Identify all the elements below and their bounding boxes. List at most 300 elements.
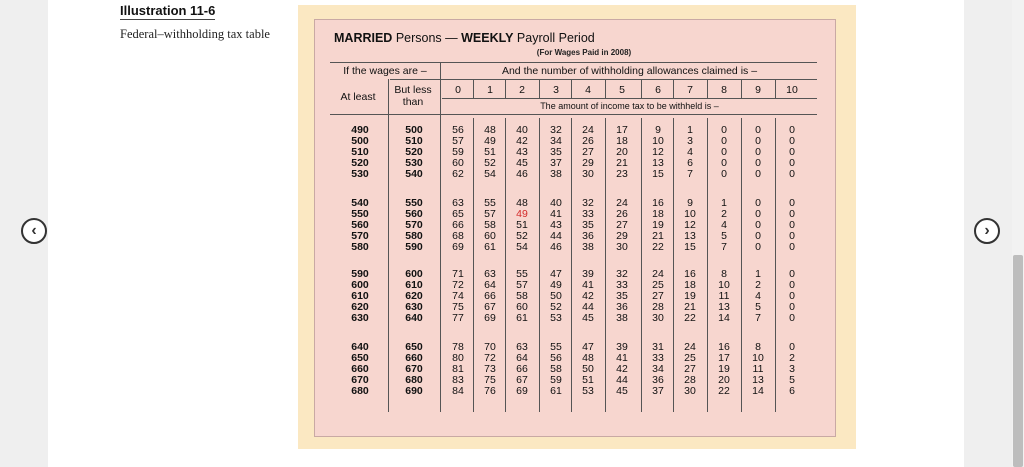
tax-col-g1-c4 (572, 198, 604, 253)
table-cell: 17 (718, 352, 730, 364)
table-cell: 0 (755, 219, 761, 231)
table-cell: 45 (616, 385, 628, 397)
table-cell: 27 (684, 363, 696, 375)
table-cell: 530 (351, 168, 369, 180)
table-cell: 80 (452, 352, 464, 364)
table-cell: 0 (789, 157, 795, 169)
but-less-col-g3 (392, 342, 436, 397)
chevron-right-icon: › (984, 222, 990, 239)
table-cell: 42 (582, 290, 594, 302)
table-cell: 1 (755, 268, 761, 280)
table-cell: 590 (405, 241, 423, 253)
table-cell: 4 (721, 219, 727, 231)
rule-top (330, 62, 817, 63)
table-cell: 72 (484, 352, 496, 364)
table-cell: 23 (616, 168, 628, 180)
table-cell: 66 (516, 363, 528, 375)
table-cell: 5 (755, 301, 761, 313)
table-cell: 14 (718, 312, 730, 324)
table-cell: 43 (550, 219, 562, 231)
tax-col-g3-c5 (606, 342, 638, 397)
table-cell: 580 (351, 241, 369, 253)
table-cell: 640 (351, 341, 369, 353)
table-cell: 67 (516, 374, 528, 386)
table-cell: 19 (718, 363, 730, 375)
allowance-col-6: 6 (655, 84, 661, 96)
table-cell: 2 (755, 279, 761, 291)
table-cell: 560 (351, 219, 369, 231)
table-cell: 3 (687, 135, 693, 147)
table-cell: 13 (752, 374, 764, 386)
allowance-col-3: 3 (553, 84, 559, 96)
rule-v-hdr-7 (673, 79, 674, 98)
table-cell: 0 (789, 219, 795, 231)
tax-col-g2-c1 (474, 269, 506, 324)
table-cell: 0 (789, 341, 795, 353)
table-cell: 650 (405, 341, 423, 353)
table-cell: 18 (684, 279, 696, 291)
table-cell: 32 (550, 124, 562, 136)
table-cell: 44 (550, 230, 562, 242)
table-cell: 30 (684, 385, 696, 397)
table-cell: 44 (616, 374, 628, 386)
table-cell: 25 (684, 352, 696, 364)
table-cell: 54 (516, 241, 528, 253)
table-cell: 0 (789, 312, 795, 324)
table-cell: 3 (789, 363, 795, 375)
tax-col-g0-c3 (540, 125, 572, 180)
table-cell: 31 (652, 341, 664, 353)
table-cell: 0 (755, 241, 761, 253)
rule-v-allowances (440, 62, 441, 412)
table-cell: 66 (452, 219, 464, 231)
table-cell: 47 (582, 341, 594, 353)
table-cell: 29 (616, 230, 628, 242)
table-cell: 0 (789, 268, 795, 280)
table-cell: 46 (550, 241, 562, 253)
table-cell: 1 (721, 197, 727, 209)
table-cell: 6 (687, 157, 693, 169)
tax-col-g3-c3 (540, 342, 572, 397)
tax-col-g1-c3 (540, 198, 572, 253)
table-cell: 41 (550, 208, 562, 220)
table-cell: 630 (405, 301, 423, 313)
table-cell: 70 (484, 341, 496, 353)
illustration-caption: Federal–withholding tax table (120, 27, 270, 41)
table-cell: 30 (616, 241, 628, 253)
table-cell: 0 (789, 230, 795, 242)
table-cell: 43 (516, 146, 528, 158)
table-cell: 27 (652, 290, 664, 302)
table-cell: 9 (687, 197, 693, 209)
at-least-col-g3 (336, 342, 384, 397)
rule-v-hdr-3 (539, 79, 540, 98)
table-cell: 690 (405, 385, 423, 397)
tax-col-g2-c0 (442, 269, 474, 324)
table-cell: 8 (721, 268, 727, 280)
table-cell: 640 (405, 312, 423, 324)
table-cell: 0 (789, 279, 795, 291)
rule-v-hdr-6 (641, 79, 642, 98)
table-cell: 78 (452, 341, 464, 353)
tax-col-g2-c9 (742, 269, 774, 324)
table-cell: 61 (484, 241, 496, 253)
table-cell: 55 (550, 341, 562, 353)
table-cell: 32 (582, 197, 594, 209)
table-cell: 71 (452, 268, 464, 280)
rule-v-wages (388, 79, 389, 412)
table-cell: 37 (550, 157, 562, 169)
table-cell: 57 (452, 135, 464, 147)
table-cell: 48 (516, 197, 528, 209)
but-less-header: But less than (394, 84, 432, 108)
table-cell: 18 (616, 135, 628, 147)
table-cell: 0 (721, 135, 727, 147)
tax-col-g0-c10 (776, 125, 808, 180)
table-cell: 530 (405, 157, 423, 169)
tax-col-g0-c5 (606, 125, 638, 180)
table-cell: 55 (516, 268, 528, 280)
table-cell: 38 (550, 168, 562, 180)
table-cell: 680 (351, 385, 369, 397)
table-cell: 48 (582, 352, 594, 364)
rule-allowances (390, 79, 817, 80)
table-cell: 60 (484, 230, 496, 242)
table-cell: 53 (582, 385, 594, 397)
table-cell: 76 (484, 385, 496, 397)
next-button[interactable] (974, 218, 1000, 244)
table-cell: 0 (755, 168, 761, 180)
tax-col-g3-c0 (442, 342, 474, 397)
table-cell: 620 (405, 290, 423, 302)
tax-col-g3-c6 (642, 342, 674, 397)
table-cell: 0 (789, 124, 795, 136)
table-cell: 40 (550, 197, 562, 209)
rule-header-bottom (330, 114, 817, 115)
table-cell: 13 (652, 157, 664, 169)
table-cell: 51 (484, 146, 496, 158)
table-cell: 32 (616, 268, 628, 280)
table-cell: 10 (652, 135, 664, 147)
chevron-left-icon: ‹ (31, 222, 37, 239)
table-cell: 74 (452, 290, 464, 302)
table-cell: 58 (550, 363, 562, 375)
table-cell: 4 (755, 290, 761, 302)
table-cell: 0 (755, 208, 761, 220)
table-cell: 46 (516, 168, 528, 180)
table-cell: 13 (718, 301, 730, 313)
table-cell: 48 (484, 124, 496, 136)
table-cell: 63 (452, 197, 464, 209)
table-cell: 56 (550, 352, 562, 364)
table-cell: 34 (550, 135, 562, 147)
table-cell: 58 (484, 219, 496, 231)
table-cell: 45 (516, 157, 528, 169)
tax-col-g0-c1 (474, 125, 506, 180)
table-cell: 41 (616, 352, 628, 364)
table-cell: 1 (687, 124, 693, 136)
tax-col-g3-c9 (742, 342, 774, 397)
table-cell: 6 (789, 385, 795, 397)
table-cell: 38 (582, 241, 594, 253)
tax-col-g1-c0 (442, 198, 474, 253)
table-cell: 0 (755, 146, 761, 158)
table-cell: 0 (789, 146, 795, 158)
table-cell: 75 (484, 374, 496, 386)
allowance-col-9: 9 (755, 84, 761, 96)
table-cell: 24 (616, 197, 628, 209)
rule-columns (442, 98, 817, 99)
table-cell: 570 (351, 230, 369, 242)
table-cell: 4 (687, 146, 693, 158)
table-cell: 42 (516, 135, 528, 147)
tax-col-g1-c6 (642, 198, 674, 253)
table-cell: 0 (755, 157, 761, 169)
table-cell: 35 (616, 290, 628, 302)
table-cell: 69 (516, 385, 528, 397)
table-cell: 610 (351, 290, 369, 302)
table-cell: 21 (652, 230, 664, 242)
table-cell: 20 (616, 146, 628, 158)
tax-col-g2-c8 (708, 269, 740, 324)
rule-v-hdr-10 (775, 79, 776, 98)
table-cell: 84 (452, 385, 464, 397)
table-cell: 13 (684, 230, 696, 242)
table-cell: 63 (516, 341, 528, 353)
table-cell: 33 (652, 352, 664, 364)
table-subtitle: (For Wages Paid in 2008) (536, 48, 632, 57)
tax-col-g2-c5 (606, 269, 638, 324)
table-cell: 0 (721, 168, 727, 180)
table-cell: 24 (582, 124, 594, 136)
table-cell: 510 (405, 135, 423, 147)
table-cell: 69 (452, 241, 464, 253)
table-cell: 500 (351, 135, 369, 147)
allowance-col-1: 1 (487, 84, 493, 96)
amount-header: The amount of income tax to be withheld is – (540, 101, 719, 111)
table-cell: 64 (516, 352, 528, 364)
table-cell: 17 (616, 124, 628, 136)
table-cell: 0 (789, 135, 795, 147)
table-cell: 57 (484, 208, 496, 220)
at-least-col-g0 (336, 125, 384, 180)
table-cell: 22 (684, 312, 696, 324)
table-cell: 69 (484, 312, 496, 324)
table-cell: 65 (452, 208, 464, 220)
table-cell: 73 (484, 363, 496, 375)
table-cell: 8 (755, 341, 761, 353)
tax-col-g2-c2 (506, 269, 538, 324)
rule-v-hdr-5 (605, 79, 606, 98)
table-cell: 38 (616, 312, 628, 324)
tax-col-g1-c1 (474, 198, 506, 253)
table-cell: 54 (484, 168, 496, 180)
tax-col-g1-c10 (776, 198, 808, 253)
tax-col-g3-c10 (776, 342, 808, 397)
table-cell: 520 (405, 146, 423, 158)
table-cell: 41 (582, 279, 594, 291)
table-cell: 7 (687, 168, 693, 180)
table-cell: 55 (484, 197, 496, 209)
table-cell: 27 (582, 146, 594, 158)
table-cell: 28 (652, 301, 664, 313)
table-cell: 49 (484, 135, 496, 147)
table-cell: 680 (405, 374, 423, 386)
table-cell: 10 (752, 352, 764, 364)
table-cell: 42 (616, 363, 628, 375)
table-cell: 620 (351, 301, 369, 313)
table-cell: 59 (550, 374, 562, 386)
rule-v-hdr-2 (505, 79, 506, 98)
table-cell: 540 (351, 197, 369, 209)
table-cell: 0 (755, 135, 761, 147)
table-cell: 67 (484, 301, 496, 313)
tax-col-g3-c8 (708, 342, 740, 397)
tax-col-g2-c6 (642, 269, 674, 324)
allowances-header: And the number of withholding allowances claimed is – (501, 65, 758, 77)
table-cell: 51 (582, 374, 594, 386)
table-cell: 0 (789, 301, 795, 313)
table-cell: 33 (616, 279, 628, 291)
table-cell: 50 (550, 290, 562, 302)
table-cell: 21 (684, 301, 696, 313)
table-cell: 59 (452, 146, 464, 158)
table-cell: 56 (452, 124, 464, 136)
table-cell: 44 (582, 301, 594, 313)
tax-col-g0-c6 (642, 125, 674, 180)
table-cell: 49 (550, 279, 562, 291)
table-cell: 39 (582, 268, 594, 280)
table-cell: 29 (582, 157, 594, 169)
but-less-col-g2 (392, 269, 436, 324)
table-cell: 0 (789, 168, 795, 180)
table-cell: 81 (452, 363, 464, 375)
scrollbar-thumb[interactable] (1013, 255, 1023, 467)
tax-col-g1-c7 (674, 198, 706, 253)
table-cell: 37 (652, 385, 664, 397)
table-cell: 36 (652, 374, 664, 386)
tax-col-g2-c4 (572, 269, 604, 324)
table-cell: 47 (550, 268, 562, 280)
table-cell: 60 (516, 301, 528, 313)
table-cell: 510 (351, 146, 369, 158)
table-cell: 660 (405, 352, 423, 364)
table-cell: 670 (405, 363, 423, 375)
table-cell: 12 (652, 146, 664, 158)
table-cell: 5 (789, 374, 795, 386)
table-cell: 650 (351, 352, 369, 364)
tax-col-g0-c8 (708, 125, 740, 180)
tax-col-g1-c5 (606, 198, 638, 253)
table-cell: 50 (582, 363, 594, 375)
at-least-header: At least (340, 91, 376, 103)
table-cell: 590 (351, 268, 369, 280)
table-cell: 51 (516, 219, 528, 231)
table-cell: 2 (789, 352, 795, 364)
table-cell: 12 (684, 219, 696, 231)
table-cell: 610 (405, 279, 423, 291)
table-cell: 75 (452, 301, 464, 313)
table-cell: 570 (405, 219, 423, 231)
table-cell: 10 (718, 279, 730, 291)
table-cell: 600 (405, 268, 423, 280)
table-cell: 15 (684, 241, 696, 253)
tax-col-g2-c3 (540, 269, 572, 324)
table-cell: 72 (452, 279, 464, 291)
table-cell: 580 (405, 230, 423, 242)
table-cell: 630 (351, 312, 369, 324)
allowance-col-8: 8 (721, 84, 727, 96)
table-cell: 34 (652, 363, 664, 375)
rule-v-hdr-9 (741, 79, 742, 98)
tax-col-g1-c9 (742, 198, 774, 253)
table-cell: 16 (684, 268, 696, 280)
table-cell: 25 (652, 279, 664, 291)
allowance-col-5: 5 (619, 84, 625, 96)
table-cell: 61 (516, 312, 528, 324)
tax-col-g2-c10 (776, 269, 808, 324)
table-cell: 40 (516, 124, 528, 136)
table-cell: 11 (718, 290, 730, 302)
tax-col-g3-c7 (674, 342, 706, 397)
table-cell: 18 (652, 208, 664, 220)
table-cell: 19 (652, 219, 664, 231)
table-cell: 45 (582, 312, 594, 324)
table-cell: 0 (789, 208, 795, 220)
table-cell: 2 (721, 208, 727, 220)
table-cell: 52 (484, 157, 496, 169)
table-cell: 560 (405, 208, 423, 220)
tax-col-g3-c4 (572, 342, 604, 397)
table-cell: 52 (516, 230, 528, 242)
table-cell: 7 (755, 312, 761, 324)
table-title: MARRIED Persons — WEEKLY Payroll Period (334, 31, 595, 45)
table-cell: 53 (550, 312, 562, 324)
tax-col-g0-c7 (674, 125, 706, 180)
table-cell: 39 (616, 341, 628, 353)
tax-col-g0-c4 (572, 125, 604, 180)
table-cell: 64 (484, 279, 496, 291)
table-cell: 500 (405, 124, 423, 136)
table-cell: 63 (484, 268, 496, 280)
table-cell: 10 (684, 208, 696, 220)
table-cell: 14 (752, 385, 764, 397)
rule-v-hdr-4 (571, 79, 572, 98)
tax-col-g0-c2 (506, 125, 538, 180)
allowance-col-4: 4 (585, 84, 591, 96)
table-cell: 24 (652, 268, 664, 280)
allowance-col-10: 10 (786, 84, 798, 96)
illustration-title: Illustration 11-6 (120, 3, 216, 18)
tax-col-g2-c7 (674, 269, 706, 324)
table-cell: 0 (755, 197, 761, 209)
table-cell: 16 (652, 197, 664, 209)
table-cell: 35 (582, 219, 594, 231)
tax-col-g3-c1 (474, 342, 506, 397)
table-cell: 83 (452, 374, 464, 386)
but-less-col-g1 (392, 198, 436, 253)
table-cell: 540 (405, 168, 423, 180)
table-cell: 30 (582, 168, 594, 180)
table-cell: 33 (582, 208, 594, 220)
prev-button[interactable] (21, 218, 47, 244)
table-cell: 0 (721, 157, 727, 169)
table-cell: 490 (351, 124, 369, 136)
table-cell: 49 (516, 208, 528, 220)
table-cell: 7 (721, 241, 727, 253)
table-cell: 22 (718, 385, 730, 397)
table-cell: 0 (789, 197, 795, 209)
